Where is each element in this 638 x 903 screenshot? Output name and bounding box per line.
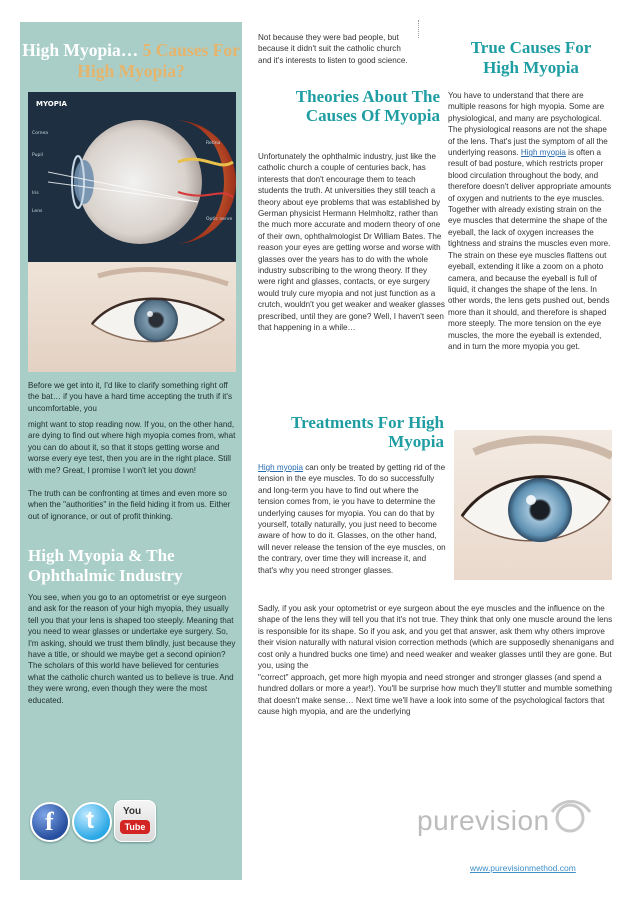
youtube-you: You xyxy=(123,806,142,817)
sidebar-intro-paragraph-2: might want to stop reading now. If you, on the other hand, are dying to find out where high myopia comes from, what you can do about it, so that it stops getting worse and worse every eye test, then you are in the right place. Still with me? Great, I promise I won't let you down! xyxy=(28,420,236,475)
eye-diagram-graphic xyxy=(28,92,236,262)
bottom-paragraph-1: Sadly, if you ask your optometrist or eye surgeon about the eye muscles and the influence on the shape of the lens they will tell you that it's not true. They think that only one muscle around the lens is responsible for its shape. So if you ask, and you get that answer, ask them why others improve their vision naturally with natural vision correction methods (which are supposedly shenanigans and cost only a hundred bucks one time) and need weaker and weaker glasses until they are gone. But you, using the xyxy=(258,604,614,671)
eye-anatomy-diagram xyxy=(28,92,236,262)
purevision-eye-logo-icon xyxy=(548,796,592,836)
purevision-logo xyxy=(417,805,550,837)
sidebar-intro-paragraph-3: The truth can be confronting at times and even more so when the "authorities" in the field hiding it from us. Either out of ignorance, or out of profit thinking. xyxy=(28,489,231,521)
high-myopia-link-treatments[interactable]: High myopia xyxy=(258,463,303,472)
blue-eye-photo xyxy=(454,430,612,580)
svg-text:Lens: Lens xyxy=(32,209,43,214)
true-causes-body-paragraph xyxy=(448,90,612,352)
svg-text:Optic nerve: Optic nerve xyxy=(206,217,233,222)
theories-body-paragraph: Unfortunately the ophthalmic industry, just like the catholic church a couple of centuries back, has interests that don't encourage them to teach students the truth. At universities they still teach a theory about eye problems that was established by German physicist Hermann Helmholtz, rather than the much more accurate and modern theory of one of their own, ophthalmologist Dr William Bates. The reason your eyes are getting worse and worse with glasses over the years has to do with the whole industry subscribing to the wrong theory. If they were right and glasses, contacts, or eye surgery would truly cure myopia and not just function as a crutch, wouldn't you get weaker and weaker glasses prescribed, until they are gone? Well, I haven't seen that happening in a while… xyxy=(258,152,445,333)
blue-eye-graphic xyxy=(454,430,612,580)
twitter-icon xyxy=(72,802,112,842)
eye-closeup-photo xyxy=(28,262,236,372)
true-causes-body-intro: You have to understand that there are multiple reasons for high myopia. Some are physiological, and many are psychological. The physiological reasons are not the shape of the lens. That's just the symptom of all the underlying reasons. xyxy=(448,91,608,158)
title-sub: 5 Causes For High Myopia? xyxy=(77,40,240,81)
bottom-paragraph-2: "correct" approach, get more high myopia and need stronger and stronger glasses (and spend a hundred dollars or more a year!). You'll be surprise how much they'll stutter and mumble something that doesn't make sense… Next time we'll have a look into some of the psychological factors that cause high myopia, and are the underlying xyxy=(258,673,612,717)
treatments-body-paragraph xyxy=(258,462,446,576)
sidebar-title xyxy=(20,40,242,82)
sidebar-heading-ophthalmic-industry: High Myopia & The Ophthalmic Industry xyxy=(28,546,183,585)
eye-photo-graphic xyxy=(28,262,236,372)
sidebar-intro-paragraph-1: Before we get into it, I'd like to clarify something right off the bat… if you have a hard time accepting the truth if it's uncomfortable, you xyxy=(28,381,232,413)
true-causes-body-rest: is often a result of bad posture, which restricts proper blood circulation throughout the body, and therefore doesn't deliver appropriate amounts of oxygen and nutrients to the eye muscles. Together with already existing strain on the eye muscles that determine the shape of the eyeball, the lack of oxygen increases the tightness and strains the muscles even more. The strain on these eye muscles flattens out eyeball, extending it like a zoom on a photo camera, and because the eyeball is full of liquid, it changes the shape of the lens. In other words, the lens gets pushed out, bends more than it should, and therefore is shaped more steeply. The more tension on the eye muscles, the more the eyeball is extended, and in turn the more myopia you get. xyxy=(448,148,612,351)
heading-theories-causes: Theories About The Causes Of Myopia xyxy=(295,87,440,125)
svg-text:Retina: Retina xyxy=(206,141,221,146)
diagram-label: MYOPIA xyxy=(36,100,67,108)
middle-intro-paragraph: Not because they were bad people, but because it didn't suit the catholic church and it's interests to listen to good science. xyxy=(258,33,408,65)
svg-text:Cornea: Cornea xyxy=(32,131,49,136)
sidebar-body-ophthalmic-industry: You see, when you go to an optometrist or eye surgeon and ask for the reason of your high myopia, they usually tell you that your lens is shaped too steeply. Meaning that you need to wear glasses or undertake eye surgery. So, I'm asking, should we trust them blindly, just because they have a title, or should we maybe get a second opinion? The scholars of this world have believed for centuries what the catholic church wanted us to believe is true. And they were wrong, even though they were the most educated. xyxy=(28,593,236,705)
facebook-glyph: f xyxy=(45,807,54,836)
svg-text:Iris: Iris xyxy=(32,191,39,196)
heading-treatments: Treatments For High Myopia xyxy=(291,413,444,451)
svg-text:Pupil: Pupil xyxy=(32,153,43,158)
title-main: High Myopia… xyxy=(22,40,139,60)
heading-true-causes: True Causes For High Myopia xyxy=(470,38,592,77)
facebook-icon xyxy=(30,802,70,842)
youtube-tube: Tube xyxy=(120,820,150,834)
column-divider xyxy=(418,20,420,38)
twitter-glyph: t xyxy=(86,807,94,834)
youtube-icon xyxy=(114,800,156,842)
high-myopia-link-causes[interactable]: High myopia xyxy=(520,148,566,158)
website-link[interactable]: www.purevisionmethod.com xyxy=(470,863,576,873)
brand-text: purevision xyxy=(417,805,550,836)
treatments-body-text: can only be treated by getting rid of the tension in the eye muscles. To do so successfully and long-term you have to find out where the tension comes from, ie you have to determine the underlying causes for myopia. You can do that by yourself, totally naturally, you just need to become aware of how to do it. Glasses, on the other hand, will never release the tension of the eye muscles, on the contrary, over time they will increase it, and that's why you need stronger glasses. xyxy=(258,463,446,575)
